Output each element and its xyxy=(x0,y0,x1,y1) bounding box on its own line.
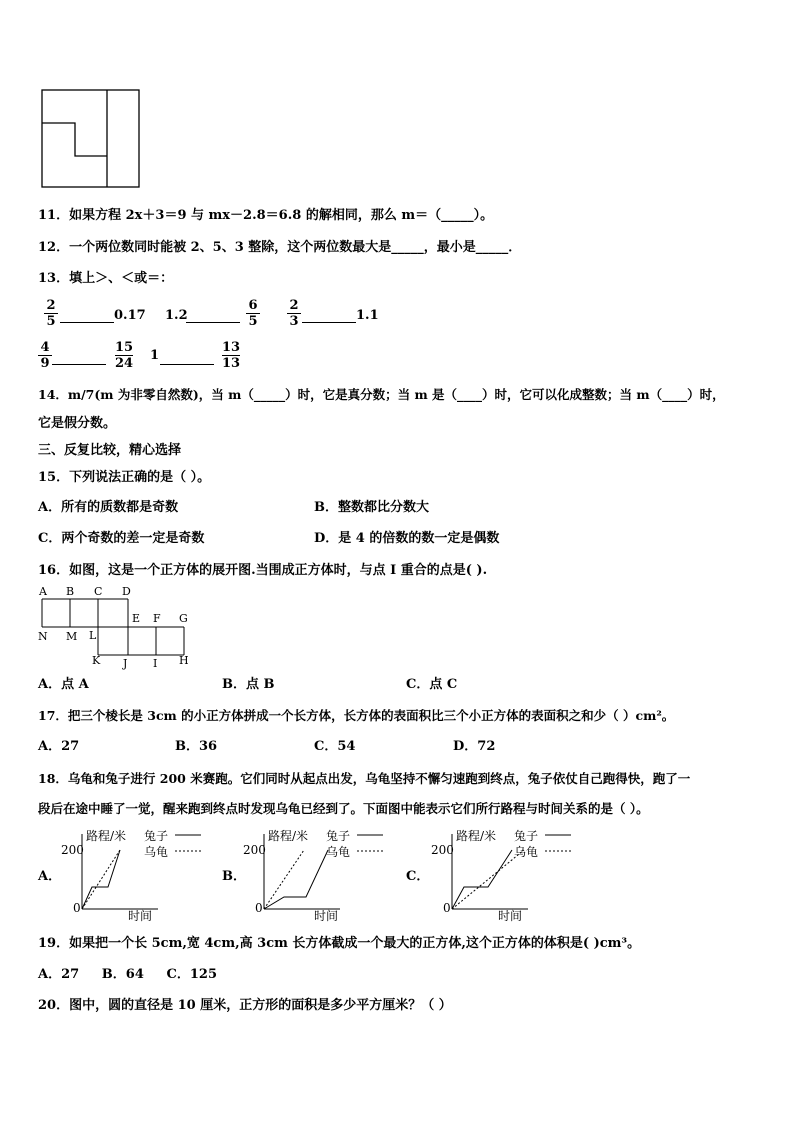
question-19: 19．如果把一个长 5cm,宽 4cm,高 3cm 长方体截成一个最大的正方体,这个正方体的体积是( )cm³。 xyxy=(38,936,641,951)
answer-blank[interactable] xyxy=(302,322,356,323)
fraction-6-5: $\frac{6}{5}$ xyxy=(246,298,260,329)
option-a[interactable]: A．所有的质数都是奇数 xyxy=(38,500,179,515)
rabbit-line xyxy=(264,850,328,909)
x-axis-label: 时间 xyxy=(498,909,523,923)
legend-rabbit: 兔子 xyxy=(326,829,351,843)
q17-option-a[interactable]: A．27 xyxy=(38,739,80,754)
y-max-label: 200 xyxy=(431,843,454,857)
label-g: G xyxy=(179,612,188,625)
q18-option-a-label[interactable]: A． xyxy=(38,869,62,884)
x-axis-label: 时间 xyxy=(128,909,153,923)
question-16: 16．如图，这是一个正方体的展开图.当围成正方体时，与点 I 重合的点是( ). xyxy=(38,563,488,578)
turtle-line xyxy=(264,850,304,909)
value-1-1: 1.1 xyxy=(356,308,379,323)
q16-option-a[interactable]: A．点 A xyxy=(38,677,89,692)
question-14-line2: 它是假分数。 xyxy=(38,416,117,431)
origin-label: 0 xyxy=(73,901,81,915)
question-17: 17．把三个棱长是 3cm 的小正方体拼成一个长方体，长方体的表面积比三个小正方体的表面积之和少（ ）cm²。 xyxy=(38,708,675,723)
label-m: M xyxy=(66,630,78,643)
question-14-line1: 14．m/7(m 为非零自然数)，当 m（_____）时，它是真分数；当 m 是（____）时，它可以化成整数；当 m（____）时， xyxy=(38,387,725,402)
value-1: 1 xyxy=(150,348,160,363)
cube-net-figure xyxy=(36,582,196,668)
answer-blank[interactable] xyxy=(52,364,106,365)
legend-rabbit: 兔子 xyxy=(144,829,169,843)
option-b[interactable]: B．整数都比分数大 xyxy=(314,500,429,515)
rabbit-line xyxy=(82,850,120,909)
graph-b[interactable] xyxy=(240,826,390,924)
answer-blank[interactable] xyxy=(60,322,114,323)
y-max-label: 200 xyxy=(61,843,84,857)
legend-turtle: 乌龟 xyxy=(144,845,169,859)
label-j: J xyxy=(123,657,128,670)
legend-turtle: 乌龟 xyxy=(326,845,351,859)
x-axis-label: 时间 xyxy=(314,909,339,923)
graph-c[interactable] xyxy=(428,826,578,924)
question-11: 11．如果方程 2x＋3＝9 与 mx－2.8＝6.8 的解相同，那么 m＝（_____）。 xyxy=(38,208,494,223)
legend-rabbit: 兔子 xyxy=(514,829,539,843)
section-3-heading: 三、反复比较，精心选择 xyxy=(38,443,182,458)
graph-a[interactable] xyxy=(58,826,208,924)
turtle-line xyxy=(82,850,120,909)
label-l: L xyxy=(89,629,97,642)
label-c: C xyxy=(94,585,103,598)
y-axis-label: 路程/米 xyxy=(268,829,309,843)
question-12: 12．一个两位数同时能被 2、5、3 整除，这个两位数最大是_____，最小是_____． xyxy=(38,240,522,255)
y-axis-label: 路程/米 xyxy=(456,829,497,843)
question-18-line1: 18．乌龟和兔子进行 200 米赛跑。它们同时从起点出发，乌龟坚持不懈匀速跑到终点，兔子依仗自己跑得快，跑了一 xyxy=(38,771,691,786)
q18-option-c-label[interactable]: C． xyxy=(406,869,430,884)
fraction-2-3: $\frac{2}{3}$ xyxy=(287,298,301,329)
answer-blank[interactable] xyxy=(186,322,240,323)
rabbit-line xyxy=(452,850,512,909)
fraction-4-9: $\frac{4}{9}$ xyxy=(38,340,52,371)
label-d: D xyxy=(122,585,131,598)
question-13-title: 13．填上＞、＜或＝： xyxy=(38,271,174,286)
value-0-17: 0.17 xyxy=(114,308,146,323)
y-max-label: 200 xyxy=(243,843,266,857)
question-15: 15．下列说法正确的是（ ）。 xyxy=(38,470,211,485)
fraction-15-24: $\frac{15}{24}$ xyxy=(115,340,134,371)
label-i: I xyxy=(153,657,158,670)
q17-option-b[interactable]: B．36 xyxy=(175,739,218,754)
origin-label: 0 xyxy=(255,901,263,915)
label-f: F xyxy=(153,612,161,625)
fraction-13-13: $\frac{13}{13}$ xyxy=(222,340,241,371)
option-d[interactable]: D．是 4 的倍数的数一定是偶数 xyxy=(314,531,500,546)
q18-option-b-label[interactable]: B． xyxy=(222,869,246,884)
y-axis-label: 路程/米 xyxy=(86,829,127,843)
q17-option-d[interactable]: D．72 xyxy=(453,739,496,754)
fraction-2-5: $\frac{2}{5}$ xyxy=(44,298,58,329)
label-h: H xyxy=(179,654,189,667)
q16-option-c[interactable]: C．点 C xyxy=(406,677,458,692)
answer-blank[interactable] xyxy=(160,364,214,365)
label-k: K xyxy=(92,654,101,667)
option-c[interactable]: C．两个奇数的差一定是奇数 xyxy=(38,531,205,546)
q17-option-c[interactable]: C．54 xyxy=(314,739,356,754)
question-18-line2: 段后在途中睡了一觉，醒来跑到终点时发现乌龟已经到了。下面图中能表示它们所行路程与时间关系的是（ ）。 xyxy=(38,801,649,816)
label-a: A xyxy=(39,585,47,598)
question-20: 20．图中，圆的直径是 10 厘米，正方形的面积是多少平方厘米？（ ） xyxy=(38,998,452,1013)
q10-figure xyxy=(40,88,142,190)
q19-options[interactable]: A．27 B．64 C．125 xyxy=(38,967,217,982)
q16-option-b[interactable]: B．点 B xyxy=(222,677,275,692)
label-b: B xyxy=(66,585,75,598)
origin-label: 0 xyxy=(443,901,451,915)
value-1-2: 1.2 xyxy=(165,308,188,323)
label-e: E xyxy=(132,612,141,625)
label-n: N xyxy=(38,630,48,643)
legend-turtle: 乌龟 xyxy=(514,845,539,859)
